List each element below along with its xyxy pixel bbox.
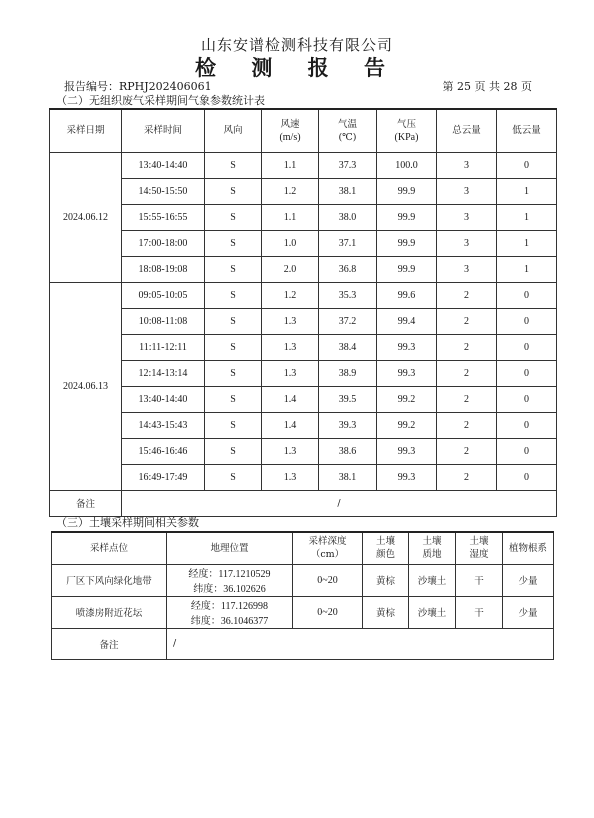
col-header-wind-dir: 风向 xyxy=(205,109,262,152)
depth-label: 采样深度 xyxy=(308,536,347,548)
sampling-time-cell: 15:55-16:55 xyxy=(122,204,205,230)
total-cloud-cell: 3 xyxy=(437,230,497,256)
sampling-point-cell: 厂区下风向绿化地带 xyxy=(52,564,167,596)
wind-speed-cell: 1.3 xyxy=(262,464,319,490)
moisture-label-1: 土壤 xyxy=(469,536,489,548)
latitude: 纬度：36.102626 xyxy=(193,584,266,595)
table-row xyxy=(50,360,557,386)
report-number: 报告编号：RPHJ202406061 xyxy=(64,80,212,93)
temperature-cell: 37.2 xyxy=(319,308,377,334)
depth-unit: （cm） xyxy=(310,549,345,561)
soil-col-roots: 植物根系 xyxy=(503,532,554,564)
remark-value: / xyxy=(167,628,554,659)
temp-unit: (℃) xyxy=(338,131,357,143)
remark-label: 备注 xyxy=(52,628,167,659)
longitude: 经度：117.126998 xyxy=(190,601,269,612)
color-label-2: 颜色 xyxy=(375,549,395,561)
temperature-cell: 38.9 xyxy=(319,360,377,386)
wind-speed-unit: (m/s) xyxy=(279,131,301,143)
sampling-time-cell: 13:40-14:40 xyxy=(122,386,205,412)
sampling-time-cell: 14:43-15:43 xyxy=(122,412,205,438)
low-cloud-cell: 0 xyxy=(497,464,557,490)
soil-header-row xyxy=(52,532,554,564)
low-cloud-cell: 1 xyxy=(497,230,557,256)
sampling-time-cell: 12:14-13:14 xyxy=(122,360,205,386)
table-row xyxy=(50,152,557,178)
total-cloud-cell: 2 xyxy=(437,334,497,360)
sampling-time-cell: 14:50-15:50 xyxy=(122,178,205,204)
table-row xyxy=(50,464,557,490)
location-cell xyxy=(167,596,293,628)
temperature-cell: 38.0 xyxy=(319,204,377,230)
wind-speed-cell: 1.1 xyxy=(262,152,319,178)
low-cloud-cell: 0 xyxy=(497,360,557,386)
soil-col-texture xyxy=(409,532,456,564)
pressure-label: 气压 xyxy=(396,118,416,130)
sampling-time-cell: 11:11-12:11 xyxy=(122,334,205,360)
total-cloud-cell: 2 xyxy=(437,360,497,386)
weather-remark-row xyxy=(50,490,557,516)
wind-speed-cell: 2.0 xyxy=(262,256,319,282)
wind-speed-cell: 1.3 xyxy=(262,360,319,386)
wind-direction-cell: S xyxy=(205,178,262,204)
soil-texture-cell: 沙壤土 xyxy=(409,596,456,628)
weather-header-row xyxy=(50,109,557,152)
col-header-temp xyxy=(319,109,377,152)
low-cloud-cell: 0 xyxy=(497,308,557,334)
temperature-cell: 38.6 xyxy=(319,438,377,464)
wind-speed-cell: 1.1 xyxy=(262,204,319,230)
total-cloud-cell: 2 xyxy=(437,308,497,334)
soil-col-depth xyxy=(293,532,363,564)
table-row xyxy=(50,256,557,282)
total-cloud-cell: 3 xyxy=(437,256,497,282)
low-cloud-cell: 0 xyxy=(497,386,557,412)
sampling-time-cell: 10:08-11:08 xyxy=(122,308,205,334)
wind-speed-cell: 1.0 xyxy=(262,230,319,256)
sampling-time-cell: 15:46-16:46 xyxy=(122,438,205,464)
company-name: 山东安谱检测科技有限公司 xyxy=(200,36,393,54)
low-cloud-cell: 0 xyxy=(497,438,557,464)
soil-moisture-cell: 干 xyxy=(456,596,503,628)
table-row xyxy=(50,386,557,412)
pressure-cell: 99.9 xyxy=(377,256,437,282)
table-row xyxy=(50,308,557,334)
table-row xyxy=(50,412,557,438)
temperature-cell: 35.3 xyxy=(319,282,377,308)
wind-direction-cell: S xyxy=(205,360,262,386)
low-cloud-cell: 1 xyxy=(497,256,557,282)
col-header-wind-speed xyxy=(262,109,319,152)
wind-direction-cell: S xyxy=(205,282,262,308)
pressure-cell: 99.3 xyxy=(377,438,437,464)
col-header-total-cloud: 总云量 xyxy=(437,109,497,152)
remark-value: / xyxy=(122,490,557,516)
pressure-unit: (KPa) xyxy=(394,131,419,143)
table-row xyxy=(52,564,554,596)
temp-label: 气温 xyxy=(337,118,357,130)
table-row xyxy=(50,230,557,256)
latitude: 纬度：36.1046377 xyxy=(190,616,269,627)
pressure-cell: 99.9 xyxy=(377,230,437,256)
total-cloud-cell: 3 xyxy=(437,152,497,178)
color-label-1: 土壤 xyxy=(375,536,395,548)
wind-direction-cell: S xyxy=(205,256,262,282)
soil-moisture-cell: 干 xyxy=(456,564,503,596)
table-row xyxy=(50,438,557,464)
col-header-low-cloud: 低云量 xyxy=(497,109,557,152)
longitude: 经度：117.1210529 xyxy=(188,569,271,580)
pressure-cell: 99.9 xyxy=(377,204,437,230)
wind-direction-cell: S xyxy=(205,386,262,412)
weather-table xyxy=(49,108,557,517)
temperature-cell: 39.3 xyxy=(319,412,377,438)
temperature-cell: 36.8 xyxy=(319,256,377,282)
low-cloud-cell: 0 xyxy=(497,334,557,360)
temperature-cell: 37.3 xyxy=(319,152,377,178)
soil-table xyxy=(51,531,554,660)
soil-col-location: 地理位置 xyxy=(167,532,293,564)
wind-speed-cell: 1.2 xyxy=(262,282,319,308)
table-row xyxy=(50,178,557,204)
col-header-time: 采样时间 xyxy=(122,109,205,152)
soil-texture-cell: 沙壤土 xyxy=(409,564,456,596)
total-cloud-cell: 2 xyxy=(437,412,497,438)
total-cloud-cell: 3 xyxy=(437,178,497,204)
sampling-point-cell: 喷漆房附近花坛 xyxy=(52,596,167,628)
wind-direction-cell: S xyxy=(205,308,262,334)
soil-col-color xyxy=(363,532,409,564)
page-info: 第 25 页 共 28 页 xyxy=(442,80,532,93)
wind-speed-cell: 1.3 xyxy=(262,438,319,464)
moisture-label-2: 湿度 xyxy=(469,549,489,561)
wind-direction-cell: S xyxy=(205,464,262,490)
pressure-cell: 99.2 xyxy=(377,386,437,412)
total-cloud-cell: 2 xyxy=(437,464,497,490)
soil-col-moisture xyxy=(456,532,503,564)
table-row xyxy=(50,334,557,360)
low-cloud-cell: 0 xyxy=(497,282,557,308)
wind-direction-cell: S xyxy=(205,334,262,360)
low-cloud-cell: 0 xyxy=(497,152,557,178)
soil-color-cell: 黄棕 xyxy=(363,596,409,628)
table-row xyxy=(50,282,557,308)
weather-section-title: （二）无组织废气采样期间气象参数统计表 xyxy=(56,94,265,107)
pressure-cell: 99.2 xyxy=(377,412,437,438)
pressure-cell: 99.3 xyxy=(377,360,437,386)
total-cloud-cell: 3 xyxy=(437,204,497,230)
pressure-cell: 99.9 xyxy=(377,178,437,204)
temperature-cell: 37.1 xyxy=(319,230,377,256)
total-cloud-cell: 2 xyxy=(437,386,497,412)
wind-speed-cell: 1.4 xyxy=(262,412,319,438)
depth-cell: 0~20 xyxy=(293,596,363,628)
wind-direction-cell: S xyxy=(205,204,262,230)
sampling-date-cell: 2024.06.12 xyxy=(50,152,122,282)
low-cloud-cell: 1 xyxy=(497,204,557,230)
soil-section-title: （三）土壤采样期间相关参数 xyxy=(56,516,199,529)
sampling-time-cell: 13:40-14:40 xyxy=(122,152,205,178)
soil-col-point: 采样点位 xyxy=(52,532,167,564)
plant-roots-cell: 少量 xyxy=(503,596,554,628)
sampling-time-cell: 18:08-19:08 xyxy=(122,256,205,282)
temperature-cell: 39.5 xyxy=(319,386,377,412)
soil-color-cell: 黄棕 xyxy=(363,564,409,596)
texture-label-2: 质地 xyxy=(422,549,442,561)
low-cloud-cell: 0 xyxy=(497,412,557,438)
wind-direction-cell: S xyxy=(205,230,262,256)
pressure-cell: 99.3 xyxy=(377,334,437,360)
wind-speed-cell: 1.3 xyxy=(262,308,319,334)
plant-roots-cell: 少量 xyxy=(503,564,554,596)
depth-cell: 0~20 xyxy=(293,564,363,596)
pressure-cell: 99.3 xyxy=(377,464,437,490)
wind-direction-cell: S xyxy=(205,152,262,178)
wind-speed-cell: 1.3 xyxy=(262,334,319,360)
table-row xyxy=(50,204,557,230)
pressure-cell: 99.6 xyxy=(377,282,437,308)
soil-remark-row xyxy=(52,628,554,659)
texture-label-1: 土壤 xyxy=(422,536,442,548)
pressure-cell: 99.4 xyxy=(377,308,437,334)
total-cloud-cell: 2 xyxy=(437,438,497,464)
temperature-cell: 38.1 xyxy=(319,178,377,204)
sampling-time-cell: 17:00-18:00 xyxy=(122,230,205,256)
temperature-cell: 38.4 xyxy=(319,334,377,360)
wind-speed-label: 风速 xyxy=(280,118,300,130)
document-title: 检 测 报 告 xyxy=(195,55,399,80)
wind-speed-cell: 1.2 xyxy=(262,178,319,204)
wind-direction-cell: S xyxy=(205,412,262,438)
sampling-date-cell: 2024.06.13 xyxy=(50,282,122,490)
temperature-cell: 38.1 xyxy=(319,464,377,490)
pressure-cell: 100.0 xyxy=(377,152,437,178)
sampling-time-cell: 09:05-10:05 xyxy=(122,282,205,308)
sampling-time-cell: 16:49-17:49 xyxy=(122,464,205,490)
wind-direction-cell: S xyxy=(205,438,262,464)
total-cloud-cell: 2 xyxy=(437,282,497,308)
col-header-date: 采样日期 xyxy=(50,109,122,152)
table-row xyxy=(52,596,554,628)
col-header-pressure xyxy=(377,109,437,152)
location-cell xyxy=(167,564,293,596)
wind-speed-cell: 1.4 xyxy=(262,386,319,412)
low-cloud-cell: 1 xyxy=(497,178,557,204)
remark-label: 备注 xyxy=(50,490,122,516)
